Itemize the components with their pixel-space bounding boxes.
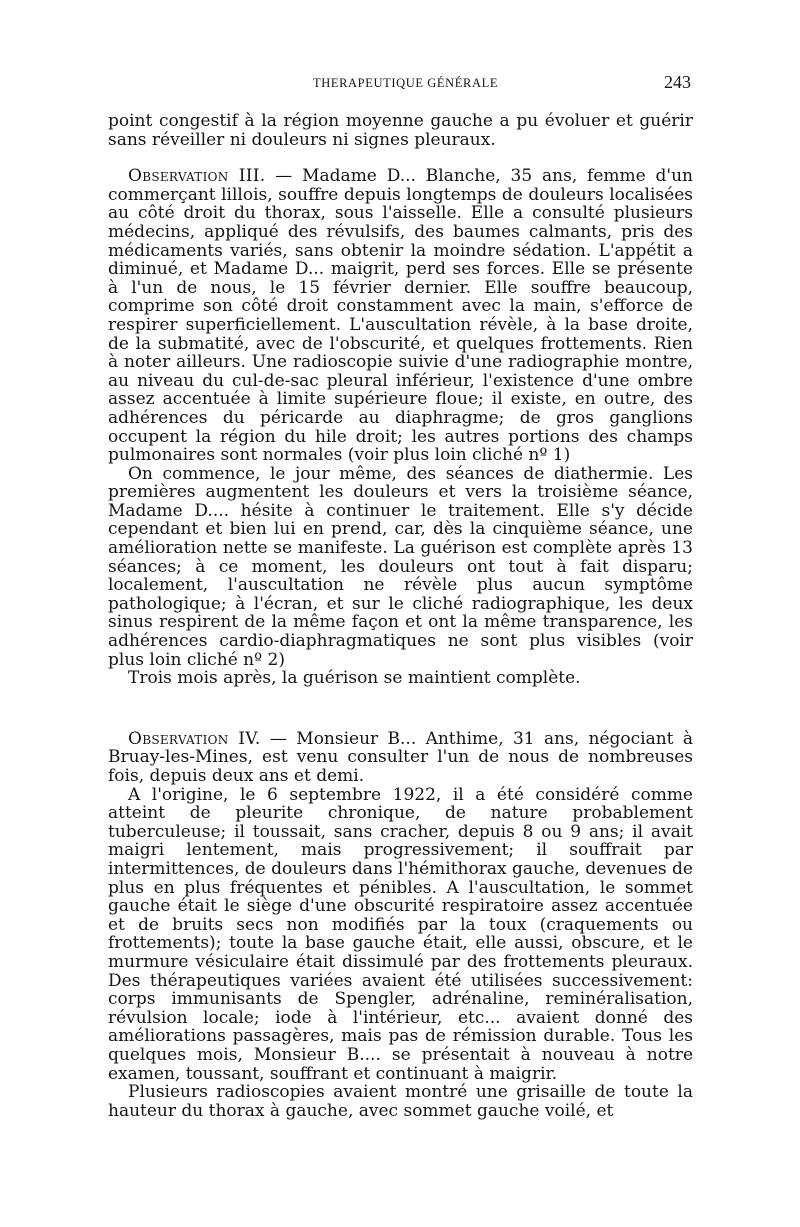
paragraph-text: — Madame D... Blanche, 35 ans, femme d'un commerçant lillois, souffre depuis longtemps de douleurs localisées au côté droit du thorax, sous l'aisselle. Elle a consulté plusieurs médecins, appliqué des révulsifs, des baumes calmants, pris des médicaments variés, sans obtenir la moindre sédation. L'appétit a diminué, et Madame D... maigrit, perd ses forces. Elle se présente à l'un de nous, le 15 février dernier. Elle souffre beaucoup, comprime son côté droit constamment avec la main, s'efforce de respirer superficiellement. L'auscultation révèle, à la base droite, de la submatité, avec de l'obscurité, et quelques frottements. Rien à noter ailleurs. Une radioscopie suivie d'une radiographie montre, au niveau du cul-de-sac pleural inférieur, l'existence d'une ombre assez accentuée à limite supérieure floue; il existe, en outre, des adhérences du péricarde au diaphragme; de gros ganglions occupent la région du hile droit; les autres portions des champs pulmonaires sont normales (voir plus loin cliché nº 1) xyxy=(108,166,693,466)
paragraph-text: A l'origine, le 6 septembre 1922, il a été considéré comme atteint de pleurite chronique, de nature probablement tuberculeuse; il toussait, sans cracher, depuis 8 ou 9 ans; il avait maigri lentement, mais progressivement; il souffrait par intermittences, de douleurs dans l'hémithorax gauche, devenues de plus en plus fréquentes et pénibles. A l'auscultation, le sommet gauche était le siège d'une obscurité respiratoire assez accentuée et de bruits secs non modifiés par la toux (craquements ou frottements); toute la base gauche était, elle aussi, obscure, et le murmure vésiculaire était dissimulé par des frottements pleuraux. Des thérapeutiques variées avaient été utilisées successivement: corps immunisants de Spengler, adrénaline, reminéralisation, révulsion locale; iode à l'intérieur, etc... avaient donné des améliorations passagères, mais pas de rémission durable. Tous les quelques mois, Monsieur B.... se présentait à nouveau à notre examen, toussant, souffrant et continuant à maigrir. xyxy=(108,784,693,1084)
treatment-paragraph xyxy=(108,465,693,670)
history-paragraph xyxy=(108,786,693,1084)
running-header xyxy=(108,70,693,96)
paragraph-text: — Monsieur B... Anthime, 31 ans, négociant à Bruay-les-Mines, est venu consulter l'un de nous de nombreuses fois, depuis deux ans et demi. xyxy=(108,728,694,786)
observation-3-paragraph xyxy=(108,167,693,465)
observation-4-label: Observation IV. xyxy=(128,728,261,749)
observation-4-paragraph xyxy=(108,730,693,786)
paragraph-continuation xyxy=(108,112,693,149)
radioscopy-paragraph xyxy=(108,1083,693,1120)
paragraph-text: On commence, le jour même, des séances de diathermie. Les premières augmentent les douleurs et vers la troisième séance, Madame D.... hésite à continuer le traitement. Elle s'y décide cependant et bien lui en prend, car, dès la cinquième séance, une amélioration nette se manifeste. La guérison est complète après 13 séances; à ce moment, les douleurs ont tout à fait disparu; localement, l'auscultation ne révèle plus aucun symptôme pathologique; à l'écran, et sur le cliché radiographique, les deux sinus respirent de la même façon et ont la même transparence, les adhérences cardio-diaphragmatiques ne sont plus visibles (voir plus loin cliché nº 2) xyxy=(108,463,693,670)
follow-up-paragraph xyxy=(108,669,693,688)
paragraph-text: point congestif à la région moyenne gauche a pu évoluer et guérir sans réveiller ni douleurs ni signes pleuraux. xyxy=(108,111,693,150)
page-number: 243 xyxy=(664,72,691,92)
paragraph-text: Trois mois après, la guérison se maintient complète. xyxy=(128,668,581,689)
running-title: THERAPEUTIQUE GÉNÉRALE xyxy=(313,76,499,90)
observation-3-label: Observation III. xyxy=(128,166,266,187)
book-page xyxy=(108,70,693,1120)
paragraph-text: Plusieurs radioscopies avaient montré une grisaille de toute la hauteur du thorax à gauche, avec sommet gauche voilé, et xyxy=(108,1082,693,1121)
